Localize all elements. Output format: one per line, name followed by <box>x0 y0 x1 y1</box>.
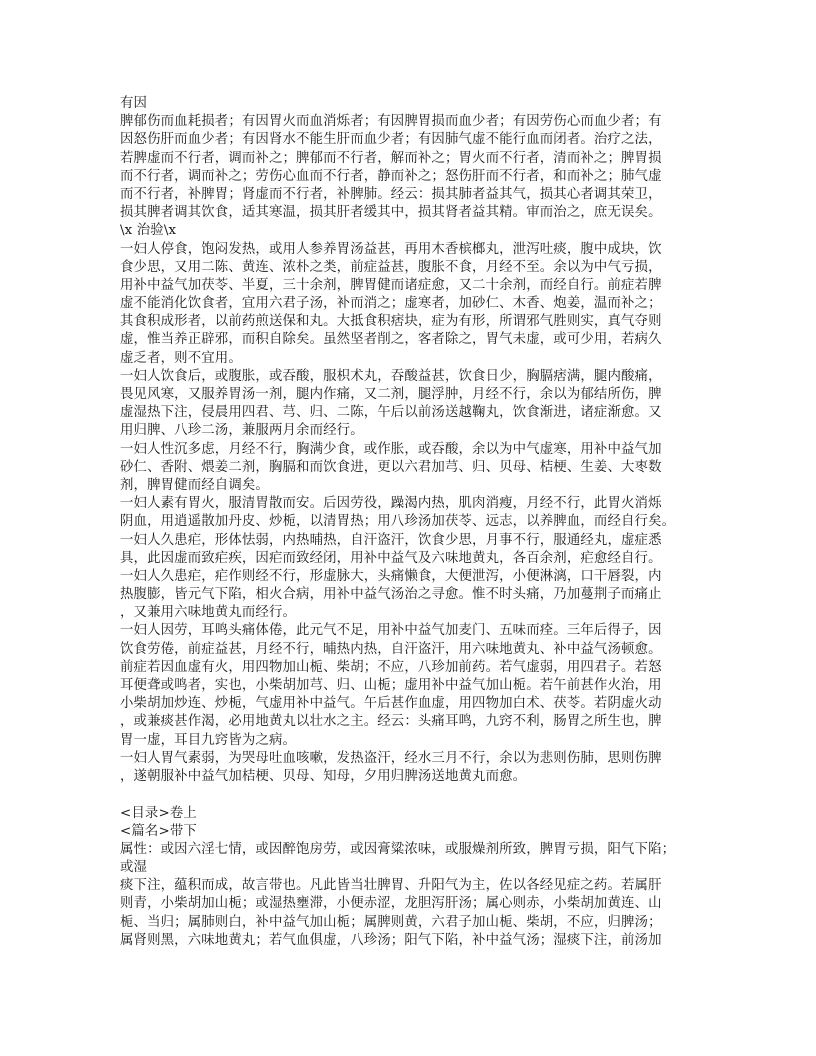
text-line: 耳便聋或鸣者，实也，小柴胡加芎、归、山栀；虚用补中益气加山栀。若午前甚作火治，用 <box>120 678 662 693</box>
text-line: 一妇人因劳，耳鸣头痛体倦，此元气不足，用补中益气加麦门、五味而痊。三年后得子，因 <box>120 623 662 639</box>
text-line: 具，此因虚而致疟疾，因疟而致经闭，用补中益气及六味地黄丸，各百余剂，疟愈经自行。 <box>120 550 662 566</box>
chapter-title: <篇名>带下 <box>120 823 197 839</box>
text-line: 热腹膨，皆元气下陷，相火合病，用补中益气汤治之寻愈。惟不时头痛，乃加蔓荆子而痛止 <box>120 587 662 603</box>
text-line: 食少思，又用二陈、黄连、浓朴之类，前症益甚，腹胀不食，月经不至。余以为中气亏损， <box>120 259 662 275</box>
text-line: 剂，脾胃健而经自调矣。 <box>120 477 269 493</box>
text-line: 一妇人饮食后，或腹胀，或吞酸，服枳术丸，吞酸益甚，饮食日少，胸膈痞满，腿内酸痛， <box>120 368 662 384</box>
text-line: 而不行者，调而补之；劳伤心血而不行者，静而补之；怒伤肝而不行者，和而补之；肺气虚 <box>120 168 662 184</box>
text-line: ，遂朝服补中益气加桔梗、贝母、知母，夕用归脾汤送地黄丸而愈。 <box>120 768 527 784</box>
text-line: 用归脾、八珍二汤，兼服两月余而经行。 <box>120 423 364 439</box>
text-line: 一妇人停食，饱闷发热，或用人参养胃汤益甚，再用木香槟榔丸，泄泻吐痰，腹中成块，饮 <box>120 241 662 257</box>
text-line: 一妇人久患疟，形体怯弱，内热晡热，自汗盗汗，饮食少思，月事不行，服通经丸，虚症悉 <box>120 532 662 548</box>
text-line: 属性：或因六淫七情，或因醉饱房劳，或因膏粱浓味，或服燥剂所致，脾胃亏损，阳气下陷； <box>120 841 676 857</box>
main-text-section <box>120 95 695 786</box>
text-line: 胃一虚，耳目九窍皆为之病。 <box>120 732 297 748</box>
document-page <box>120 95 695 950</box>
text-line: 其食积成形者，以前药煎送保和丸。大抵食积痞块，症为有形，所谓邪气胜则实，真气夺则 <box>120 314 662 330</box>
text-line: 用补中益气加茯苓、半夏，三十余剂，脾胃健而诸症愈，又二十余剂，而经自行。前症若脾 <box>120 277 662 293</box>
text-line: 一妇人胃气素弱，为哭母吐血咳嗽，发热盗汗，经水三月不行，余以为悲则伤肺，思则伤脾 <box>120 750 662 766</box>
catalog-tag: <目录>卷上 <box>120 805 197 821</box>
text-line: ，又兼用六味地黄丸而经行。 <box>120 605 297 621</box>
text-line: 虚，惟当养正辟邪，而积自除矣。虽然坚者削之，客者除之，胃气未虚，或可少用，若病久 <box>120 332 662 348</box>
text-line: 而不行者，补脾胃；肾虚而不行者，补脾肺。经云：损其肺者益其气，损其心者调其荣卫， <box>120 186 662 202</box>
text-line: 虚湿热下注，侵晨用四君、芎、归、二陈，午后以前汤送越鞠丸，饮食渐进，诸症渐愈。又 <box>120 405 662 421</box>
text-line: 前症若因血虚有火，用四物加山栀、柴胡；不应，八珍加前药。若气虚弱，用四君子。若怒 <box>120 659 662 675</box>
text-line: 则青，小柴胡加山栀；或湿热壅滞，小便赤涩，龙胆泻肝汤；属心则赤，小柴胡加黄连、山 <box>120 896 662 912</box>
text-line: 属肾则黑，六味地黄丸；若气血俱虚，八珍汤；阳气下陷，补中益气汤；湿痰下注，前汤加 <box>120 932 662 948</box>
text-line: 痰下注，蕴积而成，故言带也。凡此皆当壮脾胃、升阳气为主，佐以各经见症之药。若属肝 <box>120 878 662 894</box>
text-line: 小柴胡加炒连、炒栀，气虚用补中益气。午后甚作血虚，用四物加白术、茯苓。若阴虚火动 <box>120 696 662 712</box>
text-line: 若脾虚而不行者，调而补之；脾郁而不行者，解而补之；胃火而不行者，清而补之；脾胃损 <box>120 150 662 166</box>
text-line: 畏见风寒，又服养胃汤一剂，腿内作痛，又二剂，腿浮肿，月经不行，余以为郁结所伤，脾 <box>120 387 662 402</box>
text-line: 栀、当归；属肺则白，补中益气加山栀；属脾则黄，六君子加山栀、柴胡，不应，归脾汤； <box>120 914 662 930</box>
text-line: 虚不能消化饮食者，宜用六君子汤，补而消之；虚寒者，加砂仁、木香、炮姜，温而补之； <box>120 296 662 312</box>
text-line: 损其脾者调其饮食，适其寒温，损其肝者缓其中，损其肾者益其精。审而治之，庶无误矣。 <box>120 205 662 221</box>
text-line: 一妇人久患疟，疟作则经不行，形虚脉大，头痛懒食，大便泄泻，小便淋漓，口干唇裂，内 <box>120 568 662 584</box>
text-line: 砂仁、香附、煨姜二剂，胸膈和而饮食进，更以六君加芎、归、贝母、桔梗、生姜、大枣数 <box>120 459 662 475</box>
text-line: 或湿 <box>120 860 148 876</box>
text-line: 饮食劳倦，前症益甚，月经不行，晡热内热，自汗盗汗，用六味地黄丸、补中益气汤顿愈。 <box>120 641 662 657</box>
text-line: 一妇人素有胃火，服清胃散而安。后因劳役，躁渴内热，肌肉消瘦，月经不行，此胃火消烁 <box>120 496 662 512</box>
second-text-section <box>120 805 695 951</box>
subsection-marker: \x 治验\x <box>120 223 177 239</box>
text-line: ，或兼痰甚作渴，必用地黄丸以壮水之主。经云：头痛耳鸣，九窍不利，肠胃之所生也，脾 <box>120 714 662 730</box>
section-gap <box>120 786 695 804</box>
section-heading: 有因 <box>120 96 148 111</box>
text-line: 因怒伤肝而血少者；有因肾水不能生肝而血少者；有因肺气虚不能行血而闭者。治疗之法， <box>120 132 662 148</box>
text-line: 虚乏者，则不宜用。 <box>120 350 242 366</box>
text-line: 一妇人性沉多虑，月经不行，胸满少食，或作胀，或吞酸，余以为中气虚寒，用补中益气加 <box>120 441 662 457</box>
text-line: 脾郁伤而血耗损者；有因胃火而血消烁者；有因脾胃损而血少者；有因劳伤心而血少者；有 <box>120 114 662 130</box>
text-line: 阴血，用逍遥散加丹皮、炒栀，以清胃热；用八珍汤加茯苓、远志，以养脾血，而经自行矣。 <box>120 514 676 530</box>
